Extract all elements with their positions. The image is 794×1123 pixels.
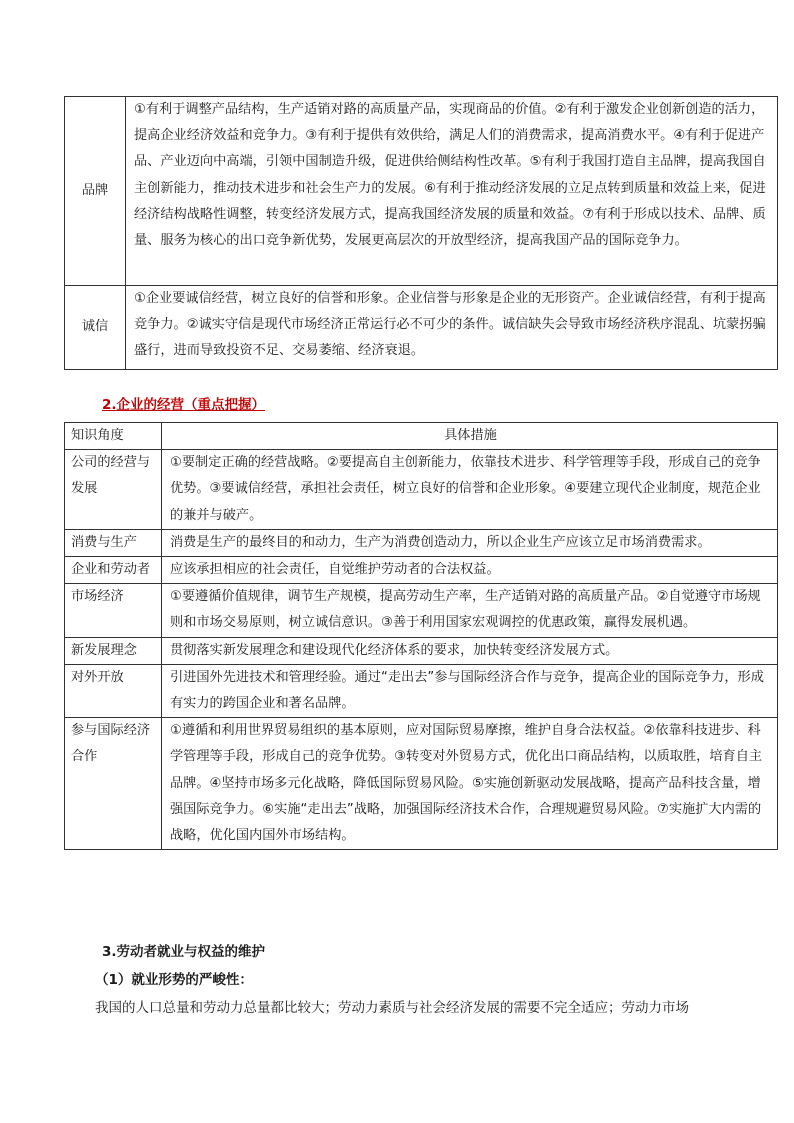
row-text: 贯彻落实新发展理念和建设现代化经济体系的要求，加快转变经济发展方式。 — [162, 637, 778, 664]
table-row — [65, 664, 778, 717]
section-2-heading: 2.企业的经营（重点把握） — [102, 397, 266, 413]
section-3-heading: 3.劳动者就业与权益的维护 — [102, 944, 266, 960]
row-text: ①有利于调整产品结构，生产适销对路的高质量产品，实现商品的价值。②有利于激发企业创新创造的活力，提高企业经济效益和竞争力。③有利于提供有效供给，满足人们的消费需求，提高消费水平。④有利于促进产品、产业迈向中高端，引领中国制造升级，促进供给侧结构性改革。⑤有利于我国打造自主品牌，提高我国自主创新能力，推动技术进步和社会生产力的发展。⑥有利于推动经济发展的立足点转到质量和效益上来，促进经济结构战略性调整，转变经济发展方式，提高我国经济发展的质量和效益。⑦有利于形成以技术、品牌、质量、服务为核心的出口竞争新优势，发展更高层次的开放型经济，提高我国产品的国际竞争力。 — [126, 97, 778, 286]
row-text: ①企业要诚信经营，树立良好的信誉和形象。企业信誉与形象是企业的无形资产。企业诚信经营，有利于提高竞争力。②诚实守信是现代市场经济正常运行必不可少的条件。诚信缺失会导致市场经济秩序混乱、坑蒙拐骗盛行，进而导致投资不足、交易萎缩、经济衰退。 — [126, 286, 778, 370]
row-text: 应该承担相应的社会责任，自觉维护劳动者的合法权益。 — [162, 557, 778, 584]
table-row — [65, 637, 778, 664]
row-text: ①遵循和利用世界贸易组织的基本原则，应对国际贸易摩擦，维护自身合法权益。②依靠科技进步、科学管理等手段，形成自己的竞争优势。③转变对外贸易方式，优化出口商品结构，以质取胜，培育自主品牌。④坚持市场多元化战略，降低国际贸易风险。⑤实施创新驱动发展战略，提高产品科技含量，增强国际竞争力。⑥实施“走出去”战略，加强国际经济技术合作，合理规避贸易风险。⑦实施扩大内需的战略，优化国内国外市场结构。 — [162, 718, 778, 850]
row-text: 消费是生产的最终目的和动力，生产为消费创造动力，所以企业生产应该立足市场消费需求。 — [162, 529, 778, 556]
header-measures: 具体措施 — [162, 423, 778, 450]
table-row — [65, 529, 778, 556]
header-knowledge-angle: 知识角度 — [65, 423, 162, 450]
table-row — [65, 584, 778, 637]
table-row — [65, 286, 778, 370]
row-label: 品牌 — [65, 97, 126, 286]
table-row — [65, 557, 778, 584]
row-label: 对外开放 — [65, 664, 162, 717]
section-3-subheading: （1）就业形势的严峻性： — [95, 972, 253, 988]
row-label: 公司的经营与发展 — [65, 450, 162, 530]
table-row — [65, 450, 778, 530]
row-label: 诚信 — [65, 286, 126, 370]
section-3-paragraph: 我国的人口总量和劳动力总量都比较大；劳动力素质与社会经济发展的需要不完全适应；劳动力市场 — [95, 1000, 689, 1016]
table-row — [65, 718, 778, 850]
row-text: 引进国外先进技术和管理经验。通过“走出去”参与国际经济合作与竞争，提高企业的国际竞争力，形成有实力的跨国企业和著名品牌。 — [162, 664, 778, 717]
table-enterprise-operations — [64, 422, 778, 850]
row-label: 市场经济 — [65, 584, 162, 637]
row-text: ①要制定正确的经营战略。②要提高自主创新能力，依靠技术进步、科学管理等手段，形成自己的竞争优势。③要诚信经营，承担社会责任，树立良好的信誉和企业形象。④要建立现代企业制度，规范企业的兼并与破产。 — [162, 450, 778, 530]
row-text: ①要遵循价值规律，调节生产规模，提高劳动生产率，生产适销对路的高质量产品。②自觉遵守市场规则和市场交易原则，树立诚信意识。③善于利用国家宏观调控的优惠政策，赢得发展机遇。 — [162, 584, 778, 637]
row-label: 消费与生产 — [65, 529, 162, 556]
table-header-row — [65, 423, 778, 450]
table-brand-integrity — [64, 96, 778, 370]
row-label: 新发展理念 — [65, 637, 162, 664]
row-label: 企业和劳动者 — [65, 557, 162, 584]
table-row — [65, 97, 778, 286]
row-label: 参与国际经济合作 — [65, 718, 162, 850]
